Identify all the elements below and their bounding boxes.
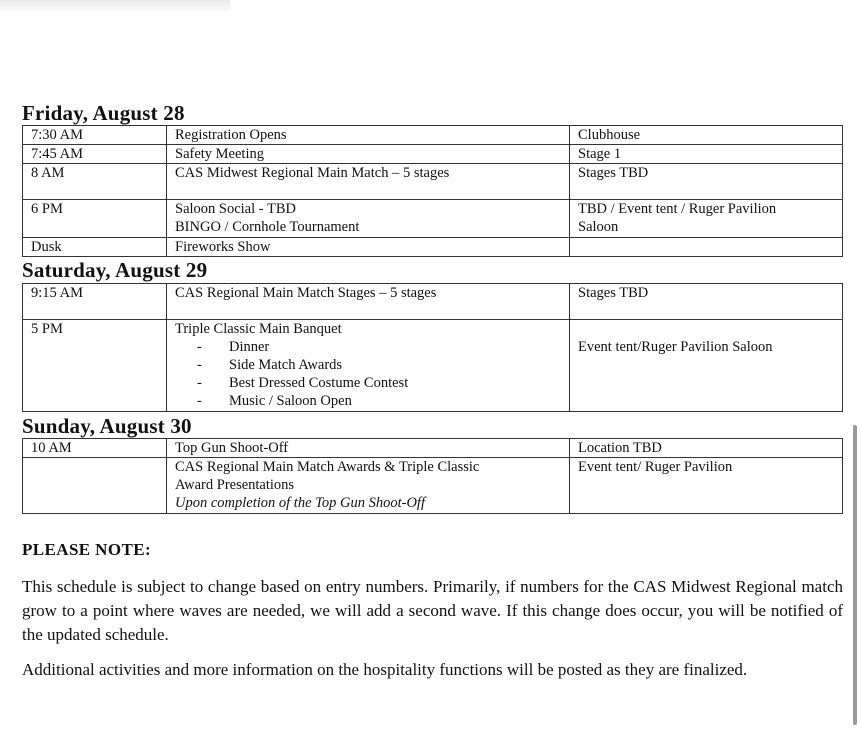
event-text: Registration Opens bbox=[175, 127, 287, 143]
day-heading-friday: Friday, August 28 bbox=[22, 101, 185, 125]
day-heading-sunday: Sunday, August 30 bbox=[22, 414, 192, 438]
day-heading-saturday: Saturday, August 29 bbox=[22, 258, 208, 282]
location-cell bbox=[570, 284, 843, 320]
table-row bbox=[23, 458, 843, 514]
location-text: Clubhouse bbox=[578, 127, 641, 143]
note-paragraph-1: This schedule is subject to change based on entry numbers. Primarily, if numbers for the CAS Midwest Regional match grow to a point where waves are needed, we will add a second wave. If this change does occur, you will be notified of the updated schedule. bbox=[22, 577, 843, 644]
table-row bbox=[23, 238, 843, 257]
time-cell: 7:45 AM bbox=[23, 145, 167, 164]
time-cell: 6 PM bbox=[23, 200, 167, 238]
location-text: Event tent/Ruger Pavilion Saloon bbox=[578, 339, 773, 355]
location-text: Location TBD bbox=[578, 440, 662, 456]
time-cell: Dusk bbox=[23, 238, 167, 257]
event-text: Triple Classic Main Banquet bbox=[175, 321, 342, 337]
event-cell bbox=[167, 238, 570, 257]
time-cell bbox=[23, 458, 167, 514]
location-text: Saloon bbox=[578, 219, 619, 235]
event-text: CAS Regional Main Match Stages – 5 stages bbox=[175, 285, 437, 301]
location-cell bbox=[570, 320, 843, 412]
event-cell bbox=[167, 164, 570, 200]
bullet-item bbox=[175, 374, 561, 392]
dash-marker: - bbox=[197, 375, 202, 391]
location-cell bbox=[570, 439, 843, 458]
time-cell: 8 AM bbox=[23, 164, 167, 200]
table-row bbox=[23, 164, 843, 200]
event-text: Fireworks Show bbox=[175, 239, 271, 255]
table-row bbox=[23, 439, 843, 458]
time-cell: 7:30 AM bbox=[23, 126, 167, 145]
event-cell bbox=[167, 458, 570, 514]
schedule-table-saturday bbox=[22, 283, 843, 412]
event-note: Upon completion of the Top Gun Shoot-Off bbox=[175, 495, 425, 511]
event-text: Saloon Social - TBD bbox=[175, 201, 296, 217]
time-cell: 9:15 AM bbox=[23, 284, 167, 320]
time-cell: 10 AM bbox=[23, 439, 167, 458]
table-row bbox=[23, 126, 843, 145]
dash-marker: - bbox=[197, 393, 202, 409]
table-row bbox=[23, 284, 843, 320]
location-text: TBD / Event tent / Ruger Pavilion bbox=[578, 201, 777, 217]
location-text bbox=[578, 320, 834, 338]
bullet-text: Side Match Awards bbox=[229, 357, 343, 373]
top-fade bbox=[0, 0, 230, 14]
event-text: CAS Regional Main Match Awards & Triple Classic bbox=[175, 459, 480, 475]
bullet-item bbox=[175, 338, 561, 356]
table-row bbox=[23, 320, 843, 412]
location-cell bbox=[570, 200, 843, 238]
location-cell bbox=[570, 238, 843, 257]
dash-marker: - bbox=[197, 339, 202, 355]
event-cell bbox=[167, 439, 570, 458]
event-text: Safety Meeting bbox=[175, 146, 264, 162]
event-cell bbox=[167, 126, 570, 145]
note-heading: PLEASE NOTE: bbox=[22, 540, 152, 559]
event-cell bbox=[167, 284, 570, 320]
event-text: CAS Midwest Regional Main Match – 5 stages bbox=[175, 165, 450, 181]
scrollbar[interactable] bbox=[853, 425, 857, 725]
location-cell bbox=[570, 164, 843, 200]
event-cell bbox=[167, 320, 570, 412]
location-cell bbox=[570, 145, 843, 164]
event-text: Award Presentations bbox=[175, 477, 295, 493]
bullet-text: Dinner bbox=[229, 339, 270, 355]
bullet-item bbox=[175, 356, 561, 374]
bullet-item bbox=[175, 392, 561, 410]
location-text: Event tent/ Ruger Pavilion bbox=[578, 459, 733, 475]
location-text: Stage 1 bbox=[578, 146, 622, 162]
dash-marker: - bbox=[197, 357, 202, 373]
location-text: Stages TBD bbox=[578, 285, 649, 301]
schedule-table-friday bbox=[22, 125, 843, 257]
table-row bbox=[23, 200, 843, 238]
location-cell bbox=[570, 126, 843, 145]
event-text: BINGO / Cornhole Tournament bbox=[175, 219, 360, 235]
bullet-text: Music / Saloon Open bbox=[229, 393, 352, 409]
event-cell bbox=[167, 145, 570, 164]
bullet-text: Best Dressed Costume Contest bbox=[229, 375, 409, 391]
schedule-table-sunday bbox=[22, 438, 843, 514]
location-cell bbox=[570, 458, 843, 514]
note-paragraph-2: Additional activities and more information on the hospitality functions will be posted as they are finalized. bbox=[22, 660, 748, 679]
table-row bbox=[23, 145, 843, 164]
location-text: Stages TBD bbox=[578, 165, 649, 181]
time-cell: 5 PM bbox=[23, 320, 167, 412]
event-cell bbox=[167, 200, 570, 238]
event-text: Top Gun Shoot-Off bbox=[175, 440, 289, 456]
